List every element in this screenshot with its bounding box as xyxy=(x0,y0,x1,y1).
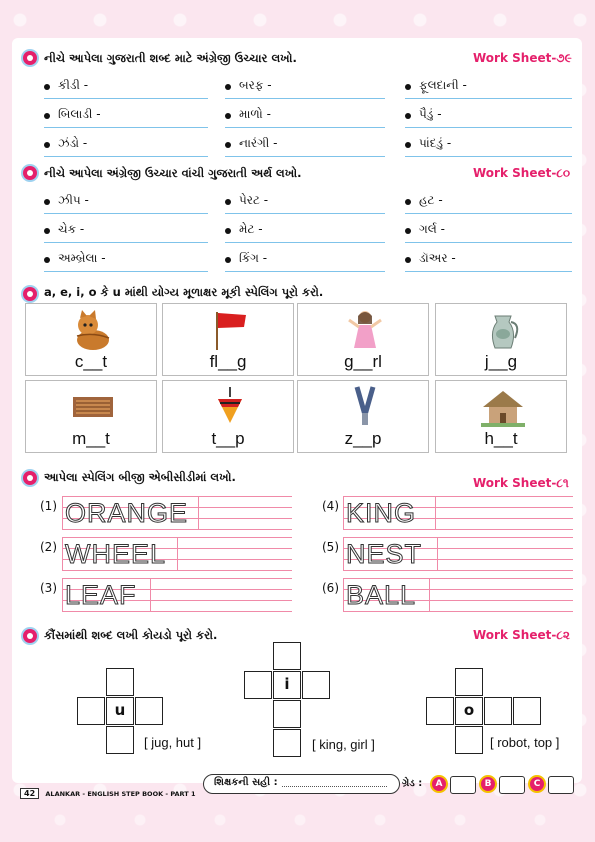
puzzle-box[interactable] xyxy=(106,668,134,696)
bullet-icon xyxy=(44,113,50,119)
puzzle-box[interactable] xyxy=(135,697,163,725)
puzzle-box[interactable] xyxy=(302,671,330,699)
spinning-top-icon xyxy=(208,385,252,429)
bullet-icon xyxy=(225,113,231,119)
answer-row[interactable]: ફૂલદાની - xyxy=(405,77,572,99)
puzzle-box[interactable] xyxy=(273,642,301,670)
handwriting-band[interactable] xyxy=(343,537,573,571)
bullet-icon xyxy=(405,199,411,205)
cat-icon xyxy=(71,308,115,352)
handwriting-band[interactable] xyxy=(343,578,573,612)
zip-icon xyxy=(343,385,387,429)
item-number: (2) xyxy=(40,540,57,554)
item-number: (1) xyxy=(40,499,57,513)
spelling-word: z__p xyxy=(344,429,382,448)
answer-row[interactable]: હટ - xyxy=(405,192,572,214)
bullet-icon xyxy=(23,51,37,65)
footer-book xyxy=(20,788,195,799)
worksheet-79-label: Work Sheet-૭૯ xyxy=(473,51,572,65)
answer-row[interactable]: બરફ - xyxy=(225,77,385,99)
bullet-icon xyxy=(44,142,50,148)
instruction-2: નીચે આપેલા અંગ્રેજી ઉચ્ચાર વાંચી ગુજરાતી અર્થ લખો. xyxy=(44,166,302,180)
instruction-5: કૌંસમાંથી શબ્દ લખી કોયડો પૂરો કરો. xyxy=(44,628,218,642)
answer-row[interactable]: પેરટ - xyxy=(225,192,385,214)
bullet-icon xyxy=(225,142,231,148)
spelling-word: t__p xyxy=(211,429,245,448)
bullet-icon xyxy=(23,629,37,643)
bullet-icon xyxy=(225,199,231,205)
book-title: ALANKAR - ENGLISH STEP BOOK - PART 1 xyxy=(45,790,196,798)
spelling-word: h__t xyxy=(484,429,518,448)
bullet-icon xyxy=(405,113,411,119)
picture-cell-mat xyxy=(25,380,157,453)
handwriting-band[interactable] xyxy=(62,537,292,571)
jug-icon xyxy=(481,308,525,352)
answer-row[interactable]: કિંગ - xyxy=(225,250,385,272)
bullet-icon xyxy=(225,228,231,234)
puzzle-box[interactable] xyxy=(273,700,301,728)
bullet-icon xyxy=(225,84,231,90)
item-number: (4) xyxy=(322,499,339,513)
bullet-icon xyxy=(44,199,50,205)
picture-cell-cat xyxy=(25,303,157,376)
spelling-word: WHEEL xyxy=(65,539,167,569)
puzzle-box[interactable] xyxy=(106,726,134,754)
answer-row[interactable]: ગર્લ - xyxy=(405,221,572,243)
worksheet-81-label: Work Sheet-૮૧ xyxy=(473,476,569,490)
spelling-word: fl__g xyxy=(209,352,247,371)
spelling-word: c__t xyxy=(74,352,108,371)
spelling-word: BALL xyxy=(346,580,417,610)
instruction-3: a, e, i, o કે u માંથી યોગ્ય મૂળાક્ષર મૂકી સ્પેલિંગ પૂરો કરો. xyxy=(44,285,324,299)
bullet-icon xyxy=(405,142,411,148)
picture-grid xyxy=(25,303,570,453)
answer-row[interactable]: ઝંડો - xyxy=(44,135,208,157)
picture-cell-top xyxy=(162,380,294,453)
puzzle-box[interactable]: o xyxy=(455,697,483,725)
item-number: (3) xyxy=(40,581,57,595)
puzzle-box[interactable] xyxy=(455,726,483,754)
puzzle-hint: [ jug, hut ] xyxy=(144,735,202,750)
bullet-icon xyxy=(405,84,411,90)
bullet-icon xyxy=(405,228,411,234)
puzzle-hint: [ king, girl ] xyxy=(312,737,375,752)
mat-icon xyxy=(71,385,115,429)
handwriting-band[interactable] xyxy=(62,578,292,612)
answer-row[interactable]: મેટ - xyxy=(225,221,385,243)
bullet-icon xyxy=(44,84,50,90)
puzzle-box[interactable] xyxy=(426,697,454,725)
picture-cell-zip xyxy=(297,380,429,453)
puzzle-box[interactable]: i xyxy=(273,671,301,699)
answer-row[interactable]: કીડી - xyxy=(44,77,208,99)
spelling-word: KING xyxy=(346,498,417,528)
spelling-word: ORANGE xyxy=(65,498,189,528)
puzzle-box[interactable] xyxy=(77,697,105,725)
page-number: 42 xyxy=(20,788,39,799)
spelling-word: g__rl xyxy=(344,352,382,371)
worksheet-82-label: Work Sheet-૮૨ xyxy=(473,628,570,642)
puzzle-box[interactable] xyxy=(455,668,483,696)
puzzle-box[interactable] xyxy=(273,729,301,757)
picture-cell-flag xyxy=(162,303,294,376)
answer-row[interactable]: માળો - xyxy=(225,106,385,128)
flag-icon xyxy=(208,308,252,352)
bullet-icon xyxy=(23,287,37,301)
puzzle-box[interactable] xyxy=(484,697,512,725)
answer-row[interactable]: બિલાડી - xyxy=(44,106,208,128)
answer-row[interactable]: ડૉઅર - xyxy=(405,250,572,272)
answer-row[interactable]: પૈડું - xyxy=(405,106,572,128)
bullet-icon xyxy=(225,257,231,263)
picture-cell-girl xyxy=(297,303,429,376)
answer-row[interactable]: ઝીપ - xyxy=(44,192,208,214)
hut-icon xyxy=(481,385,525,429)
answer-row[interactable]: પાંદડું - xyxy=(405,135,572,157)
instruction-1: નીચે આપેલા ગુજરાતી શબ્દ માટે અંગ્રેજી ઉચ્ચાર લખો. xyxy=(44,51,297,65)
answer-row[interactable]: ચેક - xyxy=(44,221,208,243)
handwriting-band[interactable] xyxy=(343,496,573,530)
bullet-icon xyxy=(23,471,37,485)
grade-b-box[interactable] xyxy=(479,772,505,794)
instruction-4: આપેલા સ્પેલિંગ બીજી એબીસીડીમાં લખો. xyxy=(44,470,236,484)
grade-label: ગ્રેડ : xyxy=(402,778,423,789)
picture-cell-hut xyxy=(435,380,567,453)
grade-c-icon: C xyxy=(528,775,546,793)
answer-row[interactable]: નારંગી - xyxy=(225,135,385,157)
picture-cell-jug xyxy=(435,303,567,376)
item-number: (6) xyxy=(322,581,339,595)
answer-row[interactable]: અમ્બ્રેલા - xyxy=(44,250,208,272)
puzzle-box[interactable]: u xyxy=(106,697,134,725)
girl-icon xyxy=(343,308,387,352)
grade-a-box[interactable] xyxy=(430,772,456,794)
grade-c-box[interactable] xyxy=(528,772,554,794)
puzzle-box[interactable] xyxy=(513,697,541,725)
bullet-icon xyxy=(44,257,50,263)
spelling-word: NEST xyxy=(346,539,423,569)
grade-b-icon: B xyxy=(479,775,497,793)
worksheet-80-label: Work Sheet-૮૦ xyxy=(473,166,571,180)
spelling-word: j__g xyxy=(484,352,518,371)
teacher-signature-field[interactable]: શિક્ષકની સહી : xyxy=(203,774,400,794)
puzzle-hint: [ robot, top ] xyxy=(490,735,560,750)
bullet-icon xyxy=(44,228,50,234)
puzzle-box[interactable] xyxy=(244,671,272,699)
grade-a-icon: A xyxy=(430,775,448,793)
bullet-icon xyxy=(23,166,37,180)
item-number: (5) xyxy=(322,540,339,554)
bullet-icon xyxy=(405,257,411,263)
spelling-word: LEAF xyxy=(65,580,137,610)
spelling-word: m__t xyxy=(72,429,110,448)
handwriting-band[interactable] xyxy=(62,496,292,530)
